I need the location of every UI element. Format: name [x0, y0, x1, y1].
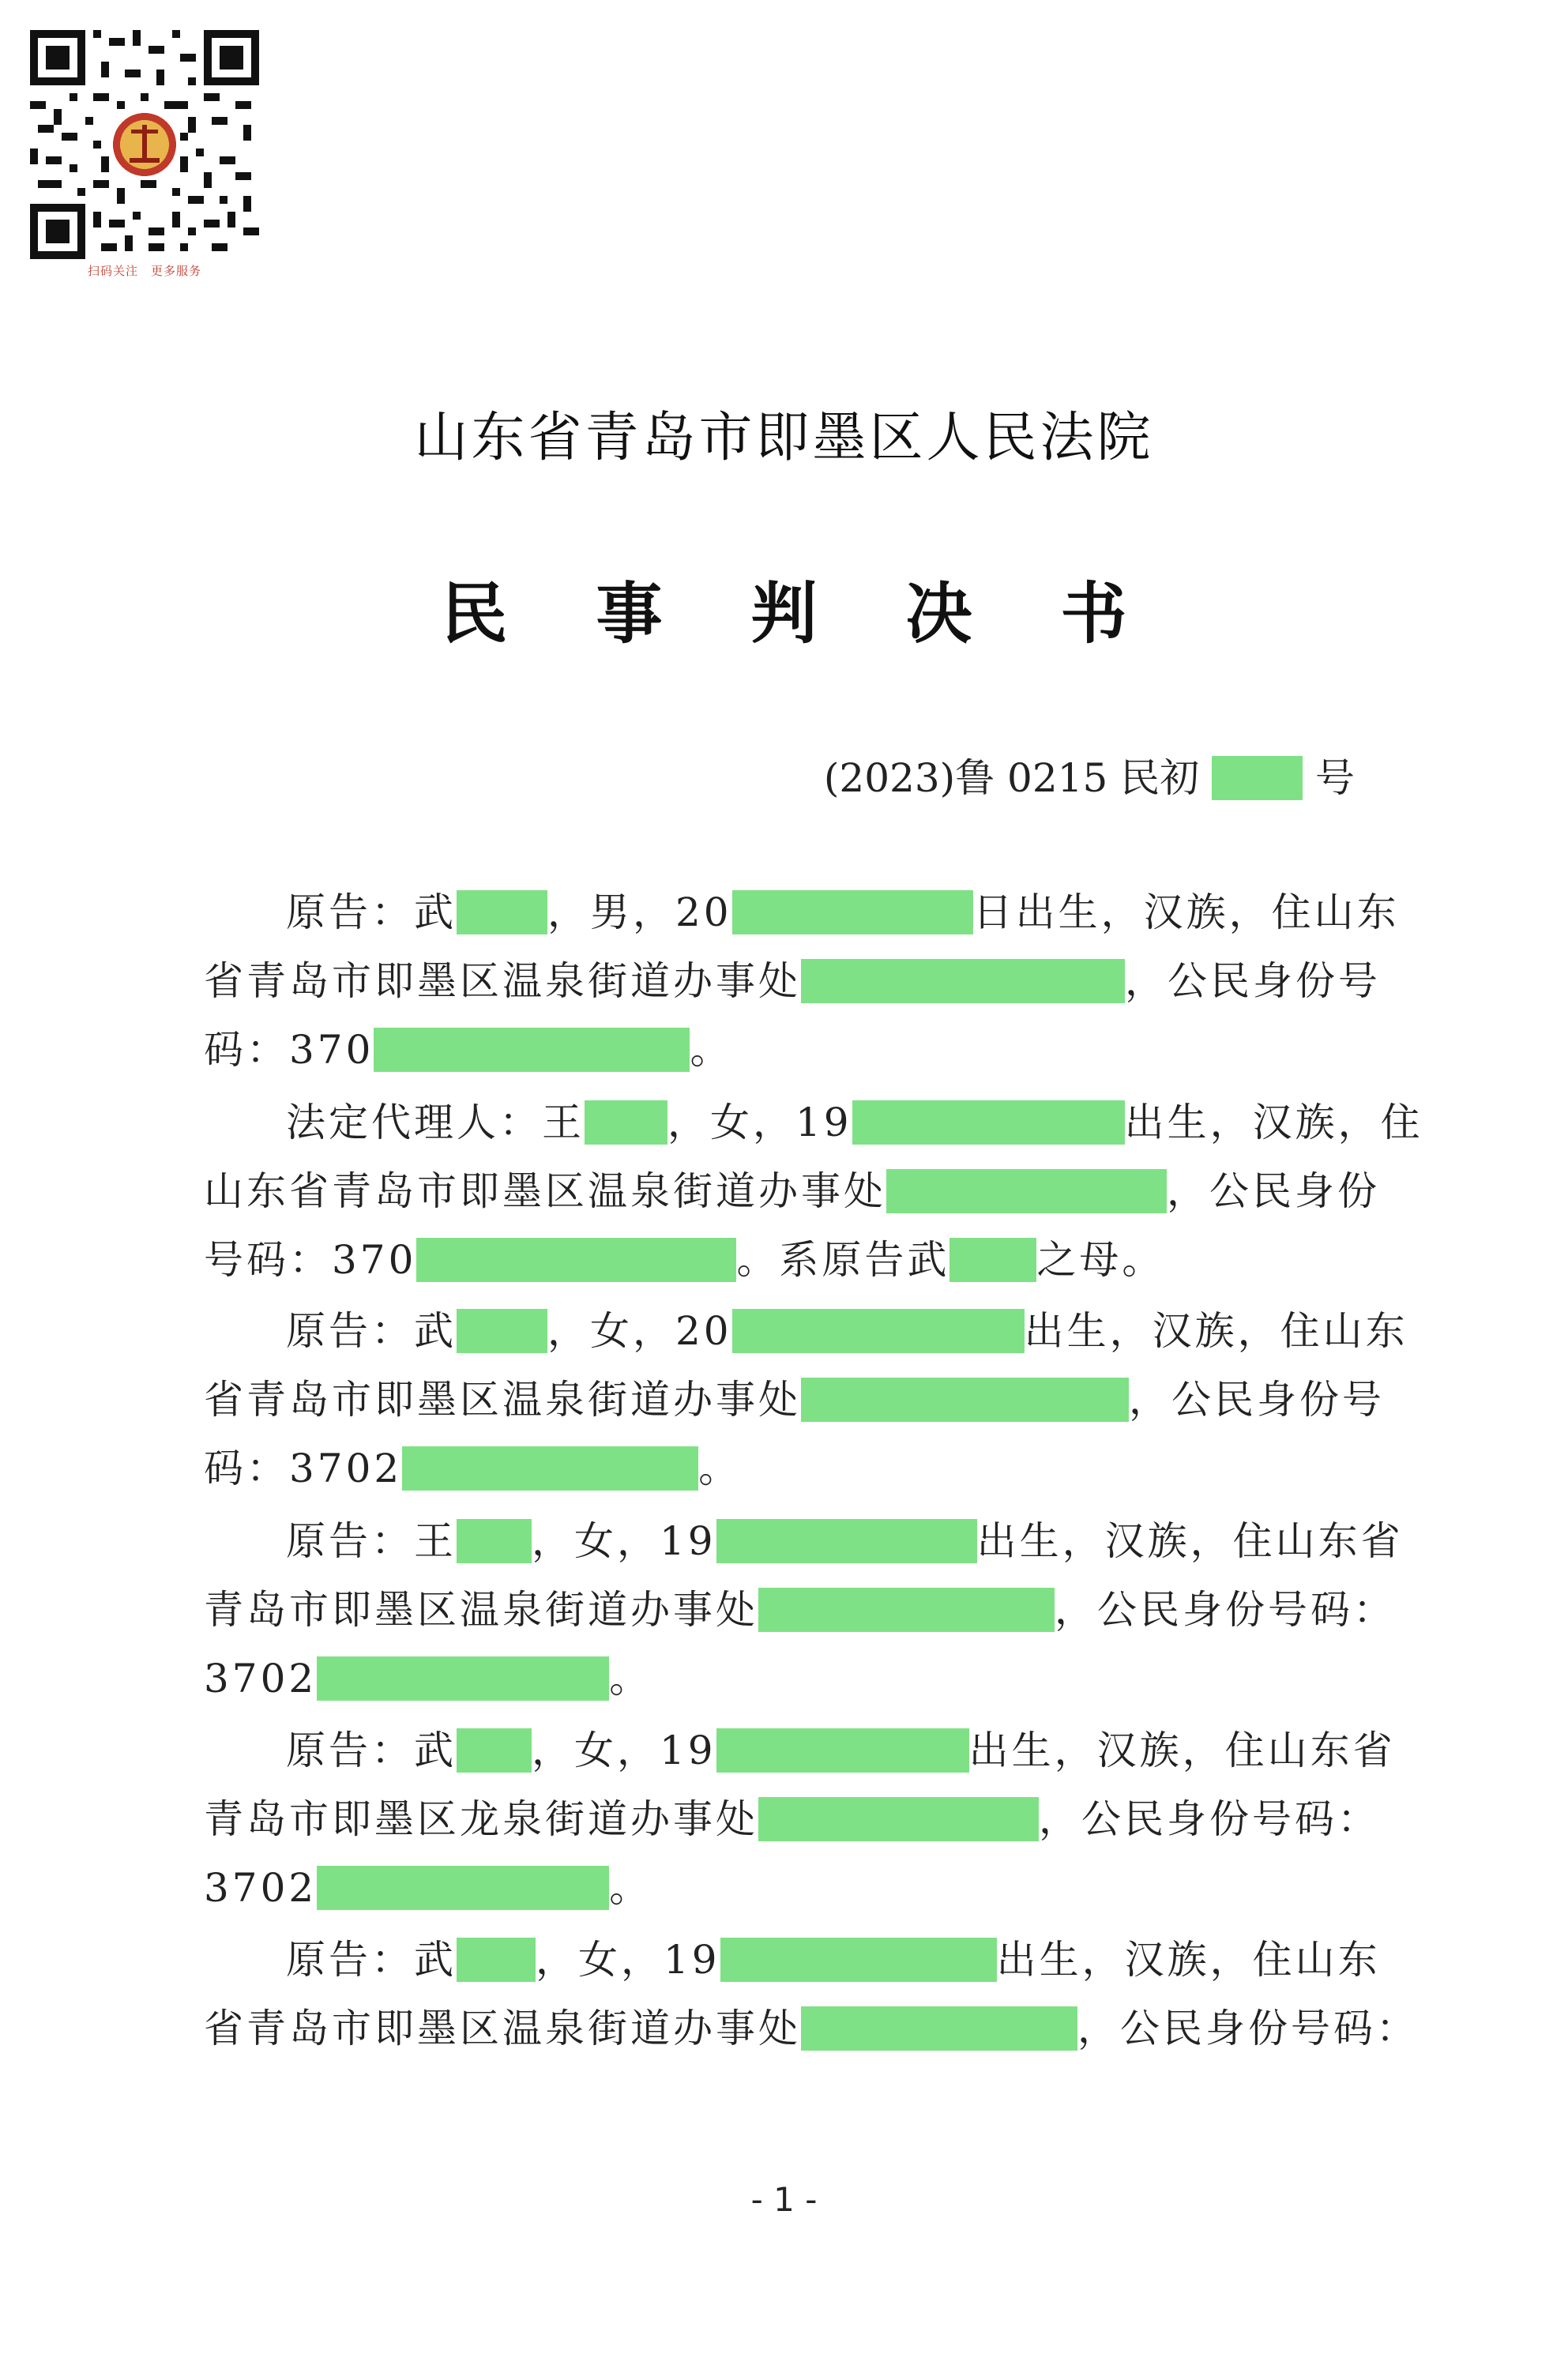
text-segment: ，公民身份号码： [1055, 1587, 1396, 1633]
paragraph-5-line-2 [204, 1795, 1380, 1843]
paragraph-4-line-3 [204, 1655, 1365, 1702]
text-segment: ，公民身份号码： [1039, 1796, 1380, 1842]
case-number-prefix: (2023)鲁 0215 民初 [823, 755, 1200, 801]
redaction-block [416, 1238, 736, 1282]
text-segment: ，公民身份 [1167, 1168, 1380, 1214]
text-segment: 出生，汉族，住山东省 [976, 1518, 1404, 1564]
qr-caption: 扫码关注 更多服务 [87, 264, 201, 278]
text-segment: 码：370 [204, 1027, 374, 1073]
paragraph-1-line-2 [204, 957, 1381, 1005]
text-segment: 青岛市即墨区龙泉街道办事处 [204, 1796, 758, 1842]
court-name: 山东省青岛市即墨区人民法院 [414, 407, 1154, 469]
redaction-block [886, 1169, 1167, 1213]
text-segment: 。 [698, 1446, 742, 1491]
text-segment: 山东省青岛市即墨区温泉街道办事处 [204, 1168, 886, 1214]
paragraph-4-line-2 [204, 1586, 1396, 1634]
paragraph-6-line-1 [286, 1936, 1381, 1983]
redaction-block [374, 1028, 690, 1072]
text-segment: 3702 [204, 1865, 318, 1911]
redaction-block [457, 1309, 547, 1353]
redaction-block [716, 1519, 977, 1563]
redaction-block [758, 1588, 1055, 1632]
redaction-block [801, 2006, 1077, 2051]
text-segment: ，公民身份号码： [1077, 2006, 1419, 2051]
redaction-block [801, 959, 1125, 1003]
text-segment: 出生，汉族，住山东省 [968, 1728, 1396, 1773]
redaction-block [801, 1378, 1129, 1422]
redaction-block [457, 1728, 532, 1773]
text-segment: 青岛市即墨区温泉街道办事处 [204, 1587, 758, 1633]
redaction-block [457, 890, 547, 934]
redaction-block [1212, 756, 1303, 800]
text-segment: ，公民身份号 [1125, 958, 1381, 1004]
text-segment: 。 [609, 1656, 652, 1701]
text-segment: 3702 [204, 1656, 318, 1701]
redaction-block [720, 1938, 997, 1982]
redaction-block [732, 1309, 1025, 1353]
redaction-block [457, 1519, 532, 1563]
text-segment: ，女，19 [532, 1728, 716, 1773]
text-segment: ，女，19 [532, 1518, 716, 1564]
paragraph-3-line-2 [204, 1376, 1385, 1423]
redaction-block [716, 1728, 969, 1773]
redaction-block [457, 1938, 536, 1982]
text-segment: 。 [609, 1865, 652, 1911]
text-segment: ，女，19 [667, 1100, 852, 1145]
text-segment: 之母。 [1036, 1237, 1165, 1283]
case-number [824, 746, 1355, 803]
paragraph-1-line-3 [204, 1026, 1365, 1073]
redaction-block [317, 1656, 609, 1701]
paragraph-4-line-1 [286, 1517, 1404, 1565]
text-segment: 原告：武 [286, 889, 457, 935]
text-segment: 省青岛市即墨区温泉街道办事处 [204, 1377, 801, 1423]
redaction-block [758, 1797, 1039, 1841]
text-segment: 出生，汉族，住 [1124, 1100, 1423, 1145]
qr-code-block[interactable] [30, 30, 259, 279]
paragraph-6-line-2 [204, 2005, 1419, 2052]
paragraph-1-line-1 [286, 889, 1400, 936]
redaction-block [852, 1100, 1125, 1145]
redaction-block [317, 1866, 609, 1910]
document-type-title: 民事判决书 [441, 574, 1216, 652]
text-segment: 出生，汉族，住山东 [996, 1937, 1381, 1983]
text-segment: ，女，19 [536, 1937, 720, 1983]
page-number: - 1 - [750, 2180, 818, 2219]
text-segment: ，女，20 [547, 1308, 732, 1354]
text-segment: 日出生，汉族，住山东 [972, 889, 1400, 935]
paragraph-2-line-1 [286, 1099, 1423, 1146]
paragraph-3-line-3 [204, 1445, 1365, 1492]
paragraph-2-line-2 [204, 1167, 1380, 1215]
text-segment: 。 [690, 1027, 733, 1073]
case-number-suffix: 号 [1315, 755, 1355, 801]
text-segment: 原告：武 [286, 1728, 457, 1773]
text-segment: 省青岛市即墨区温泉街道办事处 [204, 958, 801, 1004]
text-segment: 原告：武 [286, 1308, 457, 1354]
redaction-block [585, 1100, 667, 1145]
text-segment: 。系原告武 [736, 1237, 950, 1283]
text-segment: 省青岛市即墨区温泉街道办事处 [204, 2006, 801, 2051]
text-segment: 码：3702 [204, 1446, 403, 1491]
paragraph-5-line-3 [204, 1864, 1365, 1912]
redaction-block [402, 1446, 698, 1491]
paragraph-5-line-1 [286, 1727, 1396, 1774]
redaction-block [732, 890, 973, 934]
text-segment: 原告：王 [286, 1518, 457, 1564]
redaction-block [949, 1238, 1036, 1282]
text-segment: ，男，20 [547, 889, 732, 935]
text-segment: ，公民身份号 [1129, 1377, 1385, 1423]
text-segment: 出生，汉族，住山东 [1024, 1308, 1408, 1354]
paragraph-3-line-1 [286, 1307, 1408, 1355]
court-emblem-icon [109, 109, 180, 180]
text-segment: 号码：370 [204, 1237, 417, 1283]
paragraph-2-line-3 [204, 1236, 1365, 1284]
qr-code-icon[interactable] [30, 30, 259, 259]
text-segment: 原告：武 [286, 1937, 457, 1983]
text-segment: 法定代理人：王 [286, 1100, 585, 1145]
